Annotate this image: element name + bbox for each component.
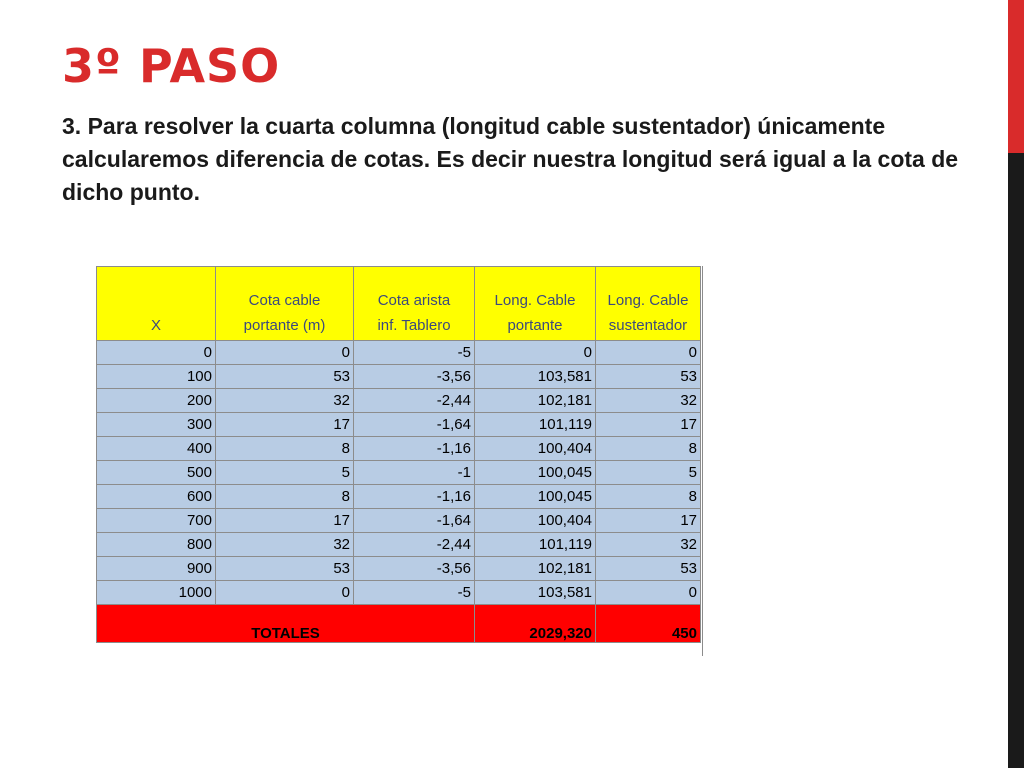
cell-x-value: 700 bbox=[97, 509, 216, 533]
cell-long-cable-sustentador: 32 bbox=[596, 389, 701, 413]
total-long-cable-portante: 2029,320 bbox=[475, 605, 596, 643]
cell-cota-arista: -1,16 bbox=[354, 485, 475, 509]
cell-cota-arista: -3,56 bbox=[354, 557, 475, 581]
header-cota-arista: Cota arista inf. Tablero bbox=[354, 267, 475, 341]
cell-cota-cable-portante: 5 bbox=[216, 461, 354, 485]
table-header-row bbox=[97, 267, 701, 341]
cell-cota-arista: -2,44 bbox=[354, 389, 475, 413]
cell-x-value: 400 bbox=[97, 437, 216, 461]
cell-long-cable-portante: 103,581 bbox=[475, 581, 596, 605]
table-edge-line bbox=[702, 266, 707, 656]
cell-x-value: 300 bbox=[97, 413, 216, 437]
cell-cota-cable-portante: 32 bbox=[216, 533, 354, 557]
totals-row bbox=[97, 605, 701, 643]
table-row bbox=[97, 365, 701, 389]
cell-cota-cable-portante: 17 bbox=[216, 509, 354, 533]
cell-long-cable-sustentador: 0 bbox=[596, 581, 701, 605]
totals-label: TOTALES bbox=[97, 605, 475, 643]
table-row bbox=[97, 389, 701, 413]
header-long-cable-sustentador: Long. Cable sustentador bbox=[596, 267, 701, 341]
cell-cota-cable-portante: 0 bbox=[216, 581, 354, 605]
cell-long-cable-portante: 102,181 bbox=[475, 389, 596, 413]
slide-body-text: 3. Para resolver la cuarta columna (longitud cable sustentador) únicamente calcularemos diferencia de cotas. Es decir nuestra longitud será igual a la cota de dicho punto. bbox=[62, 113, 959, 205]
cell-long-cable-portante: 100,045 bbox=[475, 461, 596, 485]
data-table bbox=[96, 266, 701, 643]
side-accent-bar-dark bbox=[1008, 153, 1024, 768]
table-row bbox=[97, 437, 701, 461]
cell-long-cable-portante: 100,404 bbox=[475, 437, 596, 461]
cell-long-cable-sustentador: 8 bbox=[596, 437, 701, 461]
cell-cota-arista: -1 bbox=[354, 461, 475, 485]
table-row bbox=[97, 533, 701, 557]
cell-long-cable-portante: 101,119 bbox=[475, 413, 596, 437]
cell-long-cable-sustentador: 53 bbox=[596, 365, 701, 389]
cell-x-value: 100 bbox=[97, 365, 216, 389]
table-row bbox=[97, 581, 701, 605]
table-row bbox=[97, 509, 701, 533]
cell-long-cable-sustentador: 5 bbox=[596, 461, 701, 485]
cell-cota-cable-portante: 0 bbox=[216, 341, 354, 365]
cell-long-cable-portante: 102,181 bbox=[475, 557, 596, 581]
cell-long-cable-sustentador: 32 bbox=[596, 533, 701, 557]
cell-x-value: 200 bbox=[97, 389, 216, 413]
table-row bbox=[97, 413, 701, 437]
cell-cota-cable-portante: 53 bbox=[216, 557, 354, 581]
cell-cota-arista: -1,16 bbox=[354, 437, 475, 461]
cell-cota-arista: -5 bbox=[354, 581, 475, 605]
cell-cota-cable-portante: 17 bbox=[216, 413, 354, 437]
cell-long-cable-portante: 100,404 bbox=[475, 509, 596, 533]
cell-long-cable-sustentador: 8 bbox=[596, 485, 701, 509]
slide-title: 3º PASO bbox=[62, 39, 281, 93]
cell-x-value: 800 bbox=[97, 533, 216, 557]
cell-long-cable-sustentador: 53 bbox=[596, 557, 701, 581]
cell-cota-cable-portante: 32 bbox=[216, 389, 354, 413]
table-row bbox=[97, 485, 701, 509]
cell-long-cable-sustentador: 17 bbox=[596, 509, 701, 533]
cell-long-cable-portante: 103,581 bbox=[475, 365, 596, 389]
cell-cota-arista: -1,64 bbox=[354, 413, 475, 437]
cell-cota-cable-portante: 53 bbox=[216, 365, 354, 389]
cell-cota-cable-portante: 8 bbox=[216, 485, 354, 509]
cell-x-value: 0 bbox=[97, 341, 216, 365]
total-long-cable-sustentador: 450 bbox=[596, 605, 701, 643]
cell-x-value: 900 bbox=[97, 557, 216, 581]
cell-x-value: 600 bbox=[97, 485, 216, 509]
cell-cota-arista: -1,64 bbox=[354, 509, 475, 533]
cell-cota-arista: -5 bbox=[354, 341, 475, 365]
cell-long-cable-portante: 100,045 bbox=[475, 485, 596, 509]
cell-x-value: 1000 bbox=[97, 581, 216, 605]
cell-long-cable-sustentador: 0 bbox=[596, 341, 701, 365]
cell-long-cable-portante: 0 bbox=[475, 341, 596, 365]
table-row bbox=[97, 461, 701, 485]
table-row bbox=[97, 341, 701, 365]
header-long-cable-portante: Long. Cable portante bbox=[475, 267, 596, 341]
cell-long-cable-portante: 101,119 bbox=[475, 533, 596, 557]
cell-cota-arista: -2,44 bbox=[354, 533, 475, 557]
cell-cota-arista: -3,56 bbox=[354, 365, 475, 389]
cell-cota-cable-portante: 8 bbox=[216, 437, 354, 461]
table-row bbox=[97, 557, 701, 581]
header-cota-cable-portante: Cota cable portante (m) bbox=[216, 267, 354, 341]
cell-x-value: 500 bbox=[97, 461, 216, 485]
cell-long-cable-sustentador: 17 bbox=[596, 413, 701, 437]
header-x: X bbox=[97, 267, 216, 341]
side-accent-bar-red bbox=[1008, 0, 1024, 153]
